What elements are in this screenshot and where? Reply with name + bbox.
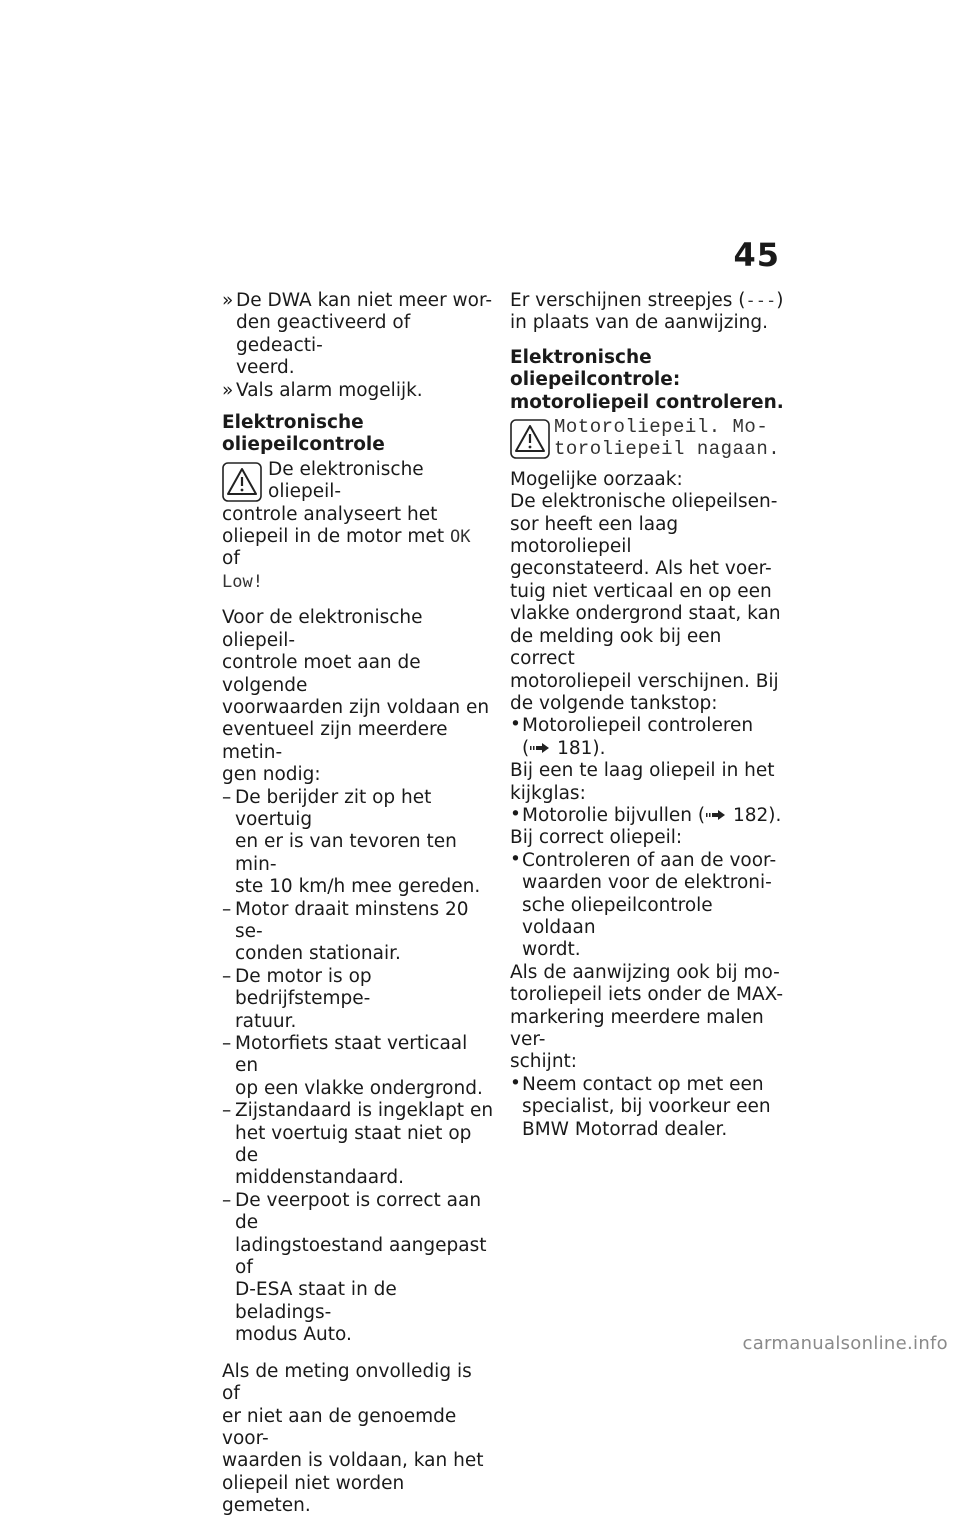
warning-text [222, 459, 494, 504]
list-item-text: Motor draait minstens 20 se- conden stationair. [235, 898, 469, 965]
list-item-text: De berijder zit op het voertuig en er is van tevoren ten min- ste 10 km/h mee gereden. [235, 786, 481, 898]
page-number: 45 [733, 236, 780, 274]
text-span: 182). [733, 804, 782, 826]
display-message-part: nagaan. [684, 438, 781, 461]
dashes-paragraph-line: in plaats van de aanwijzing. [510, 312, 768, 334]
warning-text [222, 504, 494, 526]
dash-marker: – [222, 786, 232, 808]
warning-text [222, 526, 494, 571]
reference-arrow-icon [706, 809, 726, 821]
display-dashes: --- [745, 291, 777, 311]
warning-text [222, 571, 494, 593]
section-heading: motoroliepeil controleren. [510, 391, 784, 413]
list-item-text: Controleren of aan de voor- waarden voor de elektroni- sche oliepeilcontrole voldaan wordt. [522, 849, 777, 961]
bullet-marker: • [510, 803, 521, 825]
bullet-marker: • [510, 848, 521, 870]
warning-triangle-icon [222, 462, 262, 502]
list-item [222, 380, 494, 402]
warning-text-line: controle analyseert het [222, 503, 438, 525]
dash-marker: – [222, 965, 232, 987]
bullet-marker: » [222, 290, 234, 311]
display-message: Motoroliepeil. Mo- [554, 416, 769, 439]
warning-block [222, 459, 494, 593]
cause-text: De elektronische oliepeilsen- sor heeft een laag motoroliepeil geconstateerd. Als het voer- tuig niet verticaal en op een vlakke ondergrond staat, kan de melding ook bij een correct motoroliepeil verschijnen. Bij de volgende tankstop: [510, 491, 781, 714]
left-column [222, 290, 494, 1518]
list-item [222, 966, 494, 1033]
low-label: Bij een te laag oliepeil in het kijkglas: [510, 760, 775, 804]
list-item-text: Vals alarm mogelijk. [236, 379, 423, 401]
reference-arrow-icon [530, 742, 550, 754]
list-item-text: De veerpoot is correct aan de ladingstoestand aangepast of D-ESA staat in de beladings- modus Auto. [235, 1189, 487, 1346]
reference-line [522, 738, 786, 760]
list-item-text [522, 805, 786, 827]
warning-text-line: De elektronische oliepeil- [268, 458, 424, 503]
list-item-text: Motorfiets staat verticaal en op een vlakke ondergrond. [235, 1033, 483, 1099]
list-item-text: Motoroliepeil controleren [522, 715, 754, 737]
footer-watermark: carmanualsonline.info [742, 1333, 948, 1354]
list-item [222, 899, 494, 966]
warning-block [510, 416, 786, 461]
display-ok: OK [449, 527, 471, 548]
warning-text-line: of [222, 548, 240, 570]
warning-triangle-icon [510, 419, 550, 459]
display-message-part: toroliepeil [554, 438, 685, 461]
intro-paragraph: Voor de elektronische oliepeil- controle moet aan de volgende voorwaarden zijn voldaan en eventueel zijn meerdere metin- gen nodig: [222, 607, 490, 786]
closing-paragraph: Als de meting onvolledig is of er niet aan de genoemde voor- waarden is voldaan, kan het oliepeil niet worden gemeten. [222, 1360, 484, 1517]
list-item [510, 850, 786, 962]
dash-marker: – [222, 1100, 232, 1122]
list-item [222, 290, 494, 380]
display-low: Low! [222, 571, 263, 592]
correct-label: Bij correct oliepeil: [510, 827, 683, 849]
cause-label: Mogelijke oorzaak: [510, 468, 683, 490]
display-message [510, 438, 786, 460]
list-item-text: Neem contact op met een specialist, bij voorkeur een BMW Motorrad dealer. [522, 1073, 771, 1140]
bullet-marker: • [510, 1072, 521, 1094]
list-item [222, 1100, 494, 1190]
dash-marker: – [222, 898, 232, 920]
right-column [510, 290, 786, 1141]
list-item-text: De DWA kan niet meer wor- den geactiveerd of gedeacti- veerd. [236, 290, 493, 379]
text-span: 181). [557, 737, 606, 759]
list-item [510, 805, 786, 827]
bullet-marker: • [510, 714, 521, 736]
text-span: Er verschijnen streepjes ( [510, 290, 746, 311]
list-item [510, 1074, 786, 1141]
list-item-text: De motor is op bedrijfstempe- ratuur. [235, 965, 372, 1032]
dash-marker: – [222, 1189, 232, 1211]
text-span: ( [522, 737, 530, 759]
list-item [222, 1033, 494, 1100]
bullet-marker: » [222, 379, 234, 401]
dash-marker: – [222, 1033, 232, 1054]
dashes-paragraph [510, 290, 786, 312]
conditions-list [222, 787, 494, 1347]
text-span: Motorolie bijvullen ( [522, 804, 706, 826]
text-span: ) [776, 290, 784, 311]
list-item [510, 715, 786, 760]
list-item-text: Zijstandaard is ingeklapt en het voertuig staat niet op de middenstandaard. [235, 1100, 494, 1189]
max-paragraph: Als de aanwijzing ook bij mo- toroliepeil iets onder de MAX- markering meerdere malen ver- schijnt: [510, 961, 784, 1073]
list-item [222, 1190, 494, 1347]
list-item [222, 787, 494, 899]
section-heading: Elektronische oliepeilcontrole [222, 412, 385, 456]
section-heading: Elektronische oliepeilcontrole: [510, 346, 681, 391]
warning-text-line: oliepeil in de motor met [222, 526, 450, 548]
